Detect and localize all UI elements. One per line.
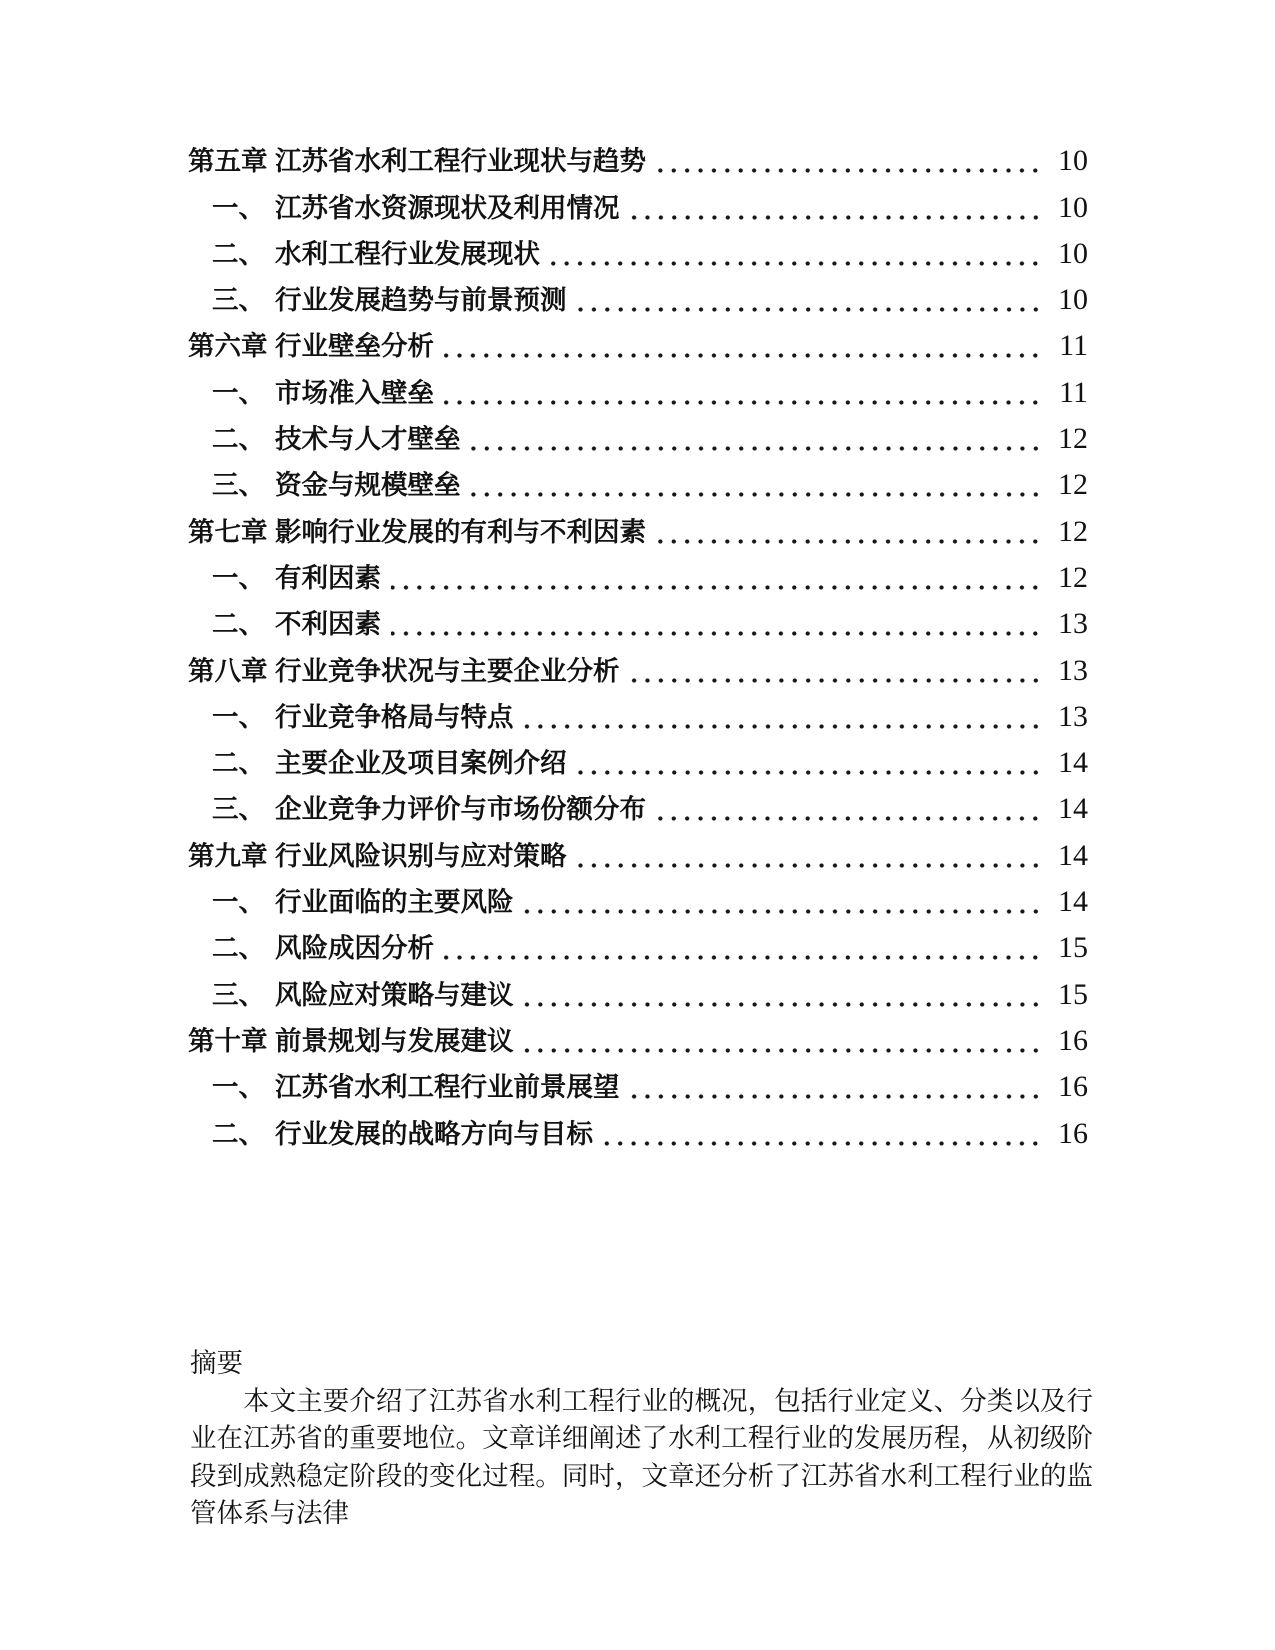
- toc-entry-title: 行业发展的战略方向与目标: [275, 1118, 593, 1149]
- toc-entry-number: 一、: [212, 192, 265, 223]
- toc-entry: [188, 1112, 1088, 1158]
- toc-entry-number: 二、: [212, 238, 265, 269]
- toc-leader-dots: [391, 630, 1042, 637]
- toc-entry-page: 10: [1058, 190, 1088, 224]
- toc-entry-page: 14: [1058, 746, 1088, 780]
- toc-entry: [188, 1066, 1088, 1112]
- toc-leader-dots: [524, 908, 1043, 915]
- toc-leader-dots: [630, 677, 1043, 684]
- toc-leader-dots: [577, 769, 1043, 776]
- toc-entry-number: 第五章: [188, 146, 268, 177]
- toc-entry-number: 二、: [212, 1118, 265, 1149]
- toc-entry: [188, 742, 1088, 788]
- toc-leader-dots: [471, 491, 1043, 498]
- toc-entry-title: 主要企业及项目案例介绍: [275, 748, 567, 779]
- toc-entry-number: 一、: [212, 562, 265, 593]
- toc-entry: [188, 279, 1088, 325]
- toc-entry: [188, 603, 1088, 649]
- abstract-paragraph: 本文主要介绍了江苏省水利工程行业的概况，包括行业定义、分类以及行业在江苏省的重要地位。文章详细阐述了水利工程行业的发展历程，从初级阶段到成熟稳定阶段的变化过程。同时，文章还分析了江苏省水利工程行业的监管体系与法律: [190, 1385, 1093, 1528]
- toc-leader-dots: [471, 445, 1043, 452]
- toc-leader-dots: [444, 352, 1042, 359]
- toc-entry-page: 11: [1059, 329, 1088, 363]
- abstract-heading: 摘要: [190, 1348, 243, 1378]
- toc-entry-page: 13: [1058, 699, 1088, 733]
- toc-leader-dots: [524, 723, 1043, 730]
- toc-entry-title: 行业风险识别与应对策略: [275, 840, 567, 871]
- toc-entry-page: 15: [1058, 977, 1088, 1011]
- toc-leader-dots: [524, 1001, 1043, 1008]
- toc-entry-number: 一、: [212, 887, 265, 918]
- toc-entry-number: 二、: [212, 609, 265, 640]
- toc-entry-title: 江苏省水利工程行业前景展望: [275, 1072, 620, 1103]
- toc-entry: [188, 418, 1088, 464]
- toc-entry-page: 14: [1058, 838, 1088, 872]
- toc-entry-page: 10: [1058, 144, 1088, 178]
- toc-entry-title: 市场准入壁垒: [275, 377, 434, 408]
- toc-entry: [188, 696, 1088, 742]
- toc-entry-number: 第十章: [188, 1025, 268, 1056]
- toc-leader-dots: [656, 538, 1042, 545]
- toc-entry: [188, 973, 1088, 1019]
- toc-entry-title: 江苏省水利工程行业现状与趋势: [275, 146, 646, 177]
- toc-entry-page: 12: [1058, 422, 1088, 456]
- toc-leader-dots: [524, 1047, 1043, 1054]
- toc-entry-page: 13: [1058, 653, 1088, 687]
- toc-entry-title: 行业竞争状况与主要企业分析: [275, 655, 620, 686]
- toc-entry-number: 第七章: [188, 516, 268, 547]
- toc-entry-page: 12: [1058, 560, 1088, 594]
- toc-leader-dots: [577, 862, 1043, 869]
- toc-entry-page: 10: [1058, 283, 1088, 317]
- toc-entry-title: 江苏省水资源现状及利用情况: [275, 192, 620, 223]
- toc-entry: [188, 233, 1088, 279]
- toc-entry-title: 前景规划与发展建议: [275, 1025, 514, 1056]
- toc-entry: [188, 927, 1088, 973]
- toc-entry-number: 第八章: [188, 655, 268, 686]
- toc-entry-number: 第六章: [188, 331, 268, 362]
- toc-entry-title: 资金与规模壁垒: [275, 470, 461, 501]
- toc-entry-page: 16: [1058, 1070, 1088, 1104]
- toc-leader-dots: [391, 584, 1042, 591]
- toc-entry-number: 三、: [212, 794, 265, 825]
- toc-entry-page: 10: [1058, 236, 1088, 270]
- toc-entry: [188, 140, 1088, 186]
- toc-entry-number: 三、: [212, 470, 265, 501]
- toc-entry: [188, 788, 1088, 834]
- toc-leader-dots: [444, 954, 1042, 961]
- toc-entry-number: 二、: [212, 933, 265, 964]
- toc-entry-page: 15: [1058, 931, 1088, 965]
- toc-entry-page: 16: [1058, 1023, 1088, 1057]
- toc-entry: [188, 881, 1088, 927]
- toc-leader-dots: [444, 399, 1042, 406]
- toc-entry-number: 三、: [212, 285, 265, 316]
- toc-entry-number: 一、: [212, 701, 265, 732]
- toc-entry-number: 一、: [212, 377, 265, 408]
- toc-entry-title: 影响行业发展的有利与不利因素: [275, 516, 646, 547]
- toc-entry-title: 企业竞争力评价与市场份额分布: [275, 794, 646, 825]
- toc-entry-page: 14: [1058, 885, 1088, 919]
- toc-leader-dots: [603, 1140, 1042, 1147]
- toc-entry: [188, 557, 1088, 603]
- toc-entry-page: 11: [1059, 375, 1088, 409]
- toc-leader-dots: [550, 260, 1042, 267]
- toc-entry-title: 水利工程行业发展现状: [275, 238, 540, 269]
- toc-entry-title: 风险成因分析: [275, 933, 434, 964]
- toc-entry: [188, 510, 1088, 556]
- abstract-section: [190, 1345, 1093, 1533]
- toc-entry-page: 14: [1058, 792, 1088, 826]
- toc-entry-number: 三、: [212, 979, 265, 1010]
- toc-leader-dots: [577, 306, 1043, 313]
- toc-leader-dots: [656, 815, 1042, 822]
- toc-entry: [188, 325, 1088, 371]
- toc-entry-title: 有利因素: [275, 562, 381, 593]
- toc-entry-page: 16: [1058, 1116, 1088, 1150]
- table-of-contents: [188, 140, 1088, 1159]
- toc-entry-page: 13: [1058, 607, 1088, 641]
- toc-entry-page: 12: [1058, 468, 1088, 502]
- toc-entry-title: 行业竞争格局与特点: [275, 701, 514, 732]
- toc-entry-title: 不利因素: [275, 609, 381, 640]
- toc-entry-title: 技术与人才壁垒: [275, 424, 461, 455]
- toc-entry-page: 12: [1058, 514, 1088, 548]
- toc-entry-number: 二、: [212, 748, 265, 779]
- toc-entry: [188, 464, 1088, 510]
- toc-entry-title: 风险应对策略与建议: [275, 979, 514, 1010]
- toc-entry: [188, 186, 1088, 232]
- toc-entry-title: 行业壁垒分析: [275, 331, 434, 362]
- toc-entry-number: 一、: [212, 1072, 265, 1103]
- toc-entry: [188, 834, 1088, 880]
- toc-leader-dots: [630, 1093, 1043, 1100]
- toc-entry-number: 二、: [212, 424, 265, 455]
- toc-entry-title: 行业面临的主要风险: [275, 887, 514, 918]
- toc-entry: [188, 649, 1088, 695]
- toc-entry-title: 行业发展趋势与前景预测: [275, 285, 567, 316]
- toc-entry-number: 第九章: [188, 840, 268, 871]
- toc-entry: [188, 1020, 1088, 1066]
- toc-entry: [188, 371, 1088, 417]
- toc-leader-dots: [630, 214, 1043, 221]
- toc-leader-dots: [656, 167, 1042, 174]
